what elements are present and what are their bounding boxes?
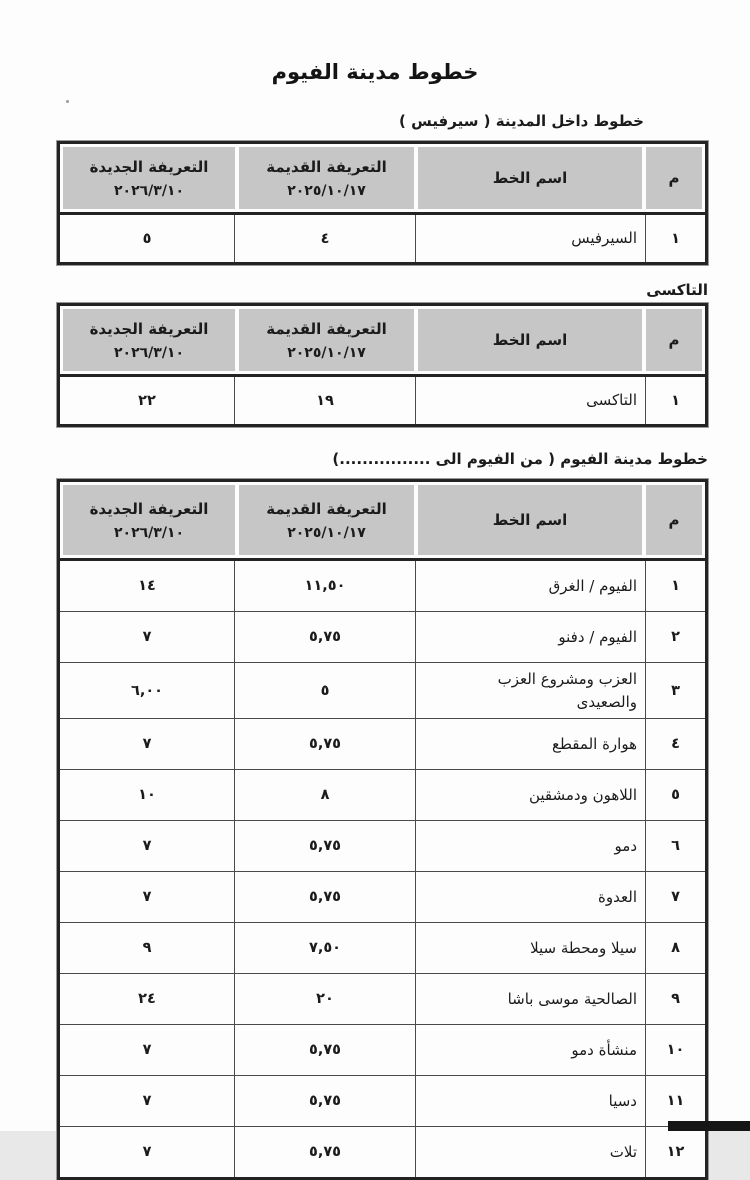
header-label: التعريفة القديمة [266, 499, 387, 518]
section-title-taxi: التاكسى [646, 281, 708, 299]
table-row [60, 922, 705, 973]
header-date: ٢٠٢٦/٣/١٠ [113, 344, 185, 361]
header-label: م [668, 169, 680, 187]
table-row [60, 662, 705, 718]
cell-no: ١١ [645, 1076, 705, 1126]
cell-no: ٣ [645, 663, 705, 718]
cell-new: ٥ [142, 230, 152, 247]
cell-new: ١٤ [138, 578, 156, 594]
table-header-row [60, 144, 705, 215]
cell-new: ٧ [142, 629, 152, 645]
cell-no: ٨ [645, 923, 705, 973]
cell-line: دسيا [415, 1076, 645, 1126]
tariff-table-service [57, 141, 708, 265]
tariff-table-intercity [57, 479, 708, 1180]
scan-artifact-bar [668, 1121, 750, 1131]
header-label: اسم الخط [492, 331, 568, 349]
cell-new: ٢٢ [138, 392, 156, 409]
cell-old: ٥,٧٥ [234, 719, 415, 769]
header-label: التعريفة الجديدة [89, 157, 209, 176]
cell-old: ٥,٧٥ [234, 872, 415, 922]
cell-new: ٧ [142, 1093, 152, 1109]
cell-old: ٥,٧٥ [234, 1076, 415, 1126]
table-body [60, 215, 705, 262]
table-row [60, 215, 705, 262]
cell-no: ١ [645, 561, 705, 611]
header-cell-old-tariff [239, 147, 414, 209]
cell-old: ٥,٧٥ [234, 1127, 415, 1177]
cell-old: ٨ [234, 770, 415, 820]
cell-line: الصالحية موسى باشا [415, 974, 645, 1024]
cell-no: ٦ [645, 821, 705, 871]
cell-line: العدوة [415, 872, 645, 922]
cell-new: ٢٤ [138, 991, 156, 1007]
header-label: اسم الخط [492, 169, 568, 187]
header-cell-line-name [418, 147, 642, 209]
cell-new: ٦,٠٠ [130, 682, 164, 699]
cell-new: ٧ [142, 1042, 152, 1058]
cell-old: ٤ [234, 215, 415, 262]
header-cell-old-tariff [239, 485, 414, 555]
header-label: التعريفة القديمة [266, 157, 387, 176]
header-label: التعريفة الجديدة [89, 319, 209, 338]
table-row [60, 1075, 705, 1126]
header-date: ٢٠٢٥/١٠/١٧ [287, 182, 366, 199]
cell-no: ١ [645, 377, 705, 424]
cell-no: ١ [645, 215, 705, 262]
table-row [60, 820, 705, 871]
cell-new: ٧ [142, 1144, 152, 1160]
cell-line: الفيوم / الغرق [415, 561, 645, 611]
cell-old: ٧,٥٠ [234, 923, 415, 973]
cell-new: ١٠ [138, 787, 156, 803]
cell-line: السيرفيس [415, 215, 645, 262]
header-label: التعريفة الجديدة [89, 499, 209, 518]
cell-line: اللاهون ودمشقين [415, 770, 645, 820]
cell-old: ٢٠ [234, 974, 415, 1024]
table-row [60, 611, 705, 662]
cell-line: سيلا ومحطة سيلا [415, 923, 645, 973]
tariff-table-taxi [57, 303, 708, 427]
cell-new: ٩ [142, 940, 152, 956]
cell-old: ٥ [234, 663, 415, 718]
cell-old: ٥,٧٥ [234, 612, 415, 662]
table-body [60, 561, 705, 1177]
table-row [60, 871, 705, 922]
header-date: ٢٠٢٦/٣/١٠ [113, 524, 185, 541]
header-date: ٢٠٢٥/١٠/١٧ [287, 344, 366, 361]
cell-new: ٧ [142, 838, 152, 854]
page-title: خطوط مدينة الفيوم [271, 60, 479, 84]
table-row [60, 769, 705, 820]
header-label: م [668, 331, 680, 349]
table-row [60, 1024, 705, 1075]
header-label: م [668, 511, 680, 529]
table-body [60, 377, 705, 424]
cell-no: ٤ [645, 719, 705, 769]
table-row [60, 377, 705, 424]
header-cell-new-tariff [63, 309, 235, 371]
cell-line: تلات [415, 1127, 645, 1177]
table-row [60, 973, 705, 1024]
table-header-row [60, 482, 705, 561]
cell-line: الفيوم / دفنو [415, 612, 645, 662]
cell-new: ٧ [142, 889, 152, 905]
cell-old: ١٩ [234, 377, 415, 424]
cell-line: دمو [415, 821, 645, 871]
table-row [60, 561, 705, 611]
cell-no: ٥ [645, 770, 705, 820]
cell-no: ١٢ [645, 1127, 705, 1177]
header-cell-number [646, 147, 702, 209]
cell-no: ٩ [645, 974, 705, 1024]
header-cell-new-tariff [63, 147, 235, 209]
cell-no: ١٠ [645, 1025, 705, 1075]
header-date: ٢٠٢٥/١٠/١٧ [287, 524, 366, 541]
cell-old: ٥,٧٥ [234, 1025, 415, 1075]
cell-new: ٧ [142, 736, 152, 752]
cell-line: العزب ومشروع العزب والصعيدى [415, 663, 645, 718]
table-row [60, 1126, 705, 1177]
section-title-service: خطوط داخل المدينة ( سيرفيس ) [399, 112, 644, 130]
cell-no: ٧ [645, 872, 705, 922]
cell-old: ١١,٥٠ [234, 561, 415, 611]
cell-line: التاكسى [415, 377, 645, 424]
scan-speck [66, 100, 69, 103]
header-cell-number [646, 309, 702, 371]
cell-line: هوارة المقطع [415, 719, 645, 769]
cell-no: ٢ [645, 612, 705, 662]
header-cell-line-name [418, 485, 642, 555]
header-label: اسم الخط [492, 511, 568, 529]
section-title-intercity: خطوط مدينة الفيوم ( من الفيوم الى ................) [332, 450, 708, 468]
header-label: التعريفة القديمة [266, 319, 387, 338]
header-cell-number [646, 485, 702, 555]
header-cell-line-name [418, 309, 642, 371]
table-header-row [60, 306, 705, 377]
tables-container [57, 141, 708, 1180]
header-cell-new-tariff [63, 485, 235, 555]
header-cell-old-tariff [239, 309, 414, 371]
header-date: ٢٠٢٦/٣/١٠ [113, 182, 185, 199]
table-row [60, 718, 705, 769]
cell-old: ٥,٧٥ [234, 821, 415, 871]
cell-line: منشأة دمو [415, 1025, 645, 1075]
